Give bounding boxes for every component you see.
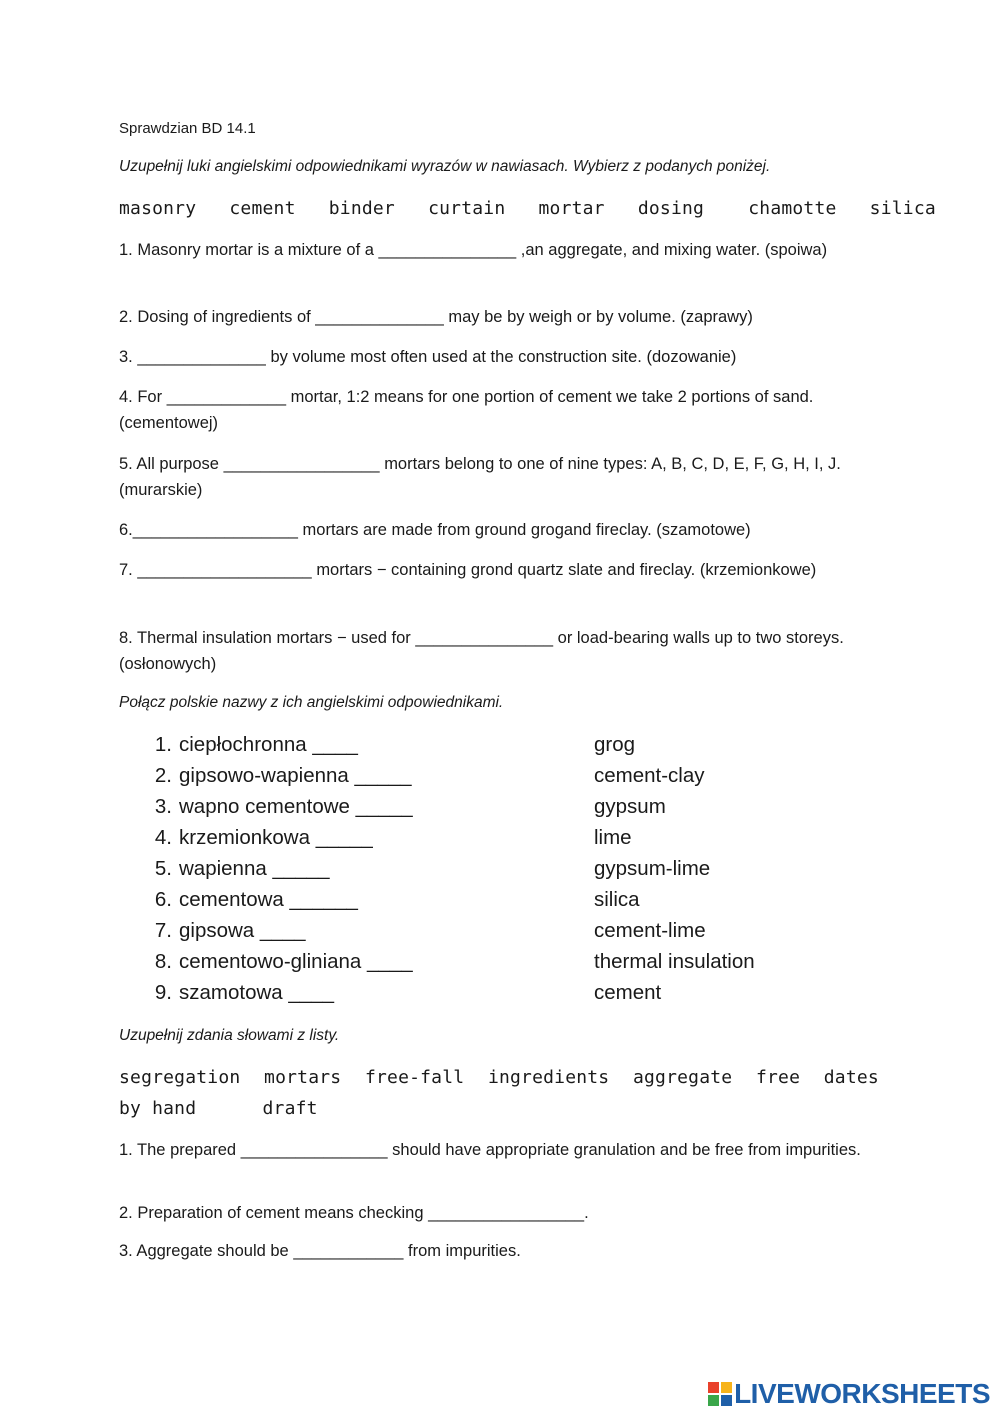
- answer-gap[interactable]: _________________: [223, 455, 380, 473]
- row-number: 3.: [154, 795, 172, 818]
- liveworksheets-logo[interactable]: [708, 1378, 990, 1410]
- question-text: or load-bearing walls up to two storeys. (osłonowych): [119, 629, 844, 673]
- logo-text: LIVEWORKSHEETS: [734, 1378, 990, 1409]
- row-number: 2.: [154, 764, 172, 787]
- row-number: 5.: [154, 857, 172, 880]
- word-bank-item: masonry: [119, 198, 197, 219]
- answer-gap[interactable]: ______________: [315, 308, 444, 326]
- question: [119, 304, 889, 330]
- question: [119, 1137, 889, 1163]
- question-text: from impurities.: [408, 1242, 521, 1260]
- english-term: gypsum: [594, 795, 666, 818]
- row-number: 7.: [154, 919, 172, 942]
- question-text: 7.: [119, 561, 133, 579]
- page-title: Sprawdzian BD 14.1: [119, 120, 256, 137]
- answer-gap[interactable]: ___________________: [137, 561, 312, 579]
- matching-row: [148, 919, 908, 950]
- question: [119, 557, 889, 583]
- polish-term[interactable]: cementowo-gliniana ____: [179, 950, 413, 973]
- matching-row: [148, 981, 908, 1012]
- question: [119, 384, 889, 436]
- row-number: 1.: [154, 733, 172, 756]
- question-text: by volume most often used at the construction site. (dozowanie): [270, 348, 737, 366]
- question: [119, 344, 889, 370]
- word-bank-item: cement: [229, 198, 296, 219]
- word-bank-item: dosing: [637, 198, 705, 219]
- answer-gap[interactable]: ______________: [137, 348, 266, 366]
- word-bank-item: free: [755, 1067, 801, 1088]
- question-text: 1. Masonry mortar is a mixture of a: [119, 241, 374, 259]
- question-text: 2. Preparation of cement means checking: [119, 1204, 424, 1222]
- question-text: should have appropriate granulation and be free from impurities.: [392, 1141, 861, 1159]
- matching-row: [148, 826, 908, 857]
- polish-term[interactable]: wapienna _____: [179, 857, 330, 880]
- polish-term[interactable]: ciepłochronna ____: [179, 733, 358, 756]
- english-term: thermal insulation: [594, 950, 755, 973]
- polish-term[interactable]: cementowa ______: [179, 888, 358, 911]
- question: [119, 1238, 889, 1264]
- word-bank-item: silica: [869, 198, 936, 219]
- section3-word-bank-line2: [119, 1098, 318, 1119]
- word-bank-item: aggregate: [632, 1067, 733, 1088]
- question-text: 5. All purpose: [119, 455, 219, 473]
- question-text: 2. Dosing of ingredients of: [119, 308, 311, 326]
- english-term: lime: [594, 826, 632, 849]
- question-text: mortars − containing grond quartz slate and fireclay. (krzemionkowe): [316, 561, 817, 579]
- question: [119, 237, 889, 263]
- word-bank-item: mortar: [538, 198, 605, 219]
- question: [119, 517, 889, 543]
- english-term: silica: [594, 888, 640, 911]
- section3-word-bank-line1: [119, 1067, 879, 1088]
- word-bank-item: chamotte: [748, 198, 837, 219]
- matching-row: [148, 795, 908, 826]
- word-bank-item: curtain: [428, 198, 506, 219]
- section3-instruction: Uzupełnij zdania słowami z listy.: [119, 1027, 340, 1044]
- word-bank-item: mortars: [264, 1067, 342, 1088]
- question: [119, 1200, 889, 1226]
- word-bank-item: free-fall: [364, 1067, 465, 1088]
- english-term: grog: [594, 733, 636, 756]
- matching-row: [148, 857, 908, 888]
- answer-gap[interactable]: ________________: [240, 1141, 388, 1159]
- matching-row: [148, 888, 908, 919]
- question-text: 8. Thermal insulation mortars − used for: [119, 629, 411, 647]
- question-text: mortars belong to one of nine types: A, B, C, D, E, F, G, H, I, J. (murarskie): [119, 455, 841, 499]
- word-bank-item: binder: [328, 198, 395, 219]
- question-text: 1. The prepared: [119, 1141, 237, 1159]
- question-text: 6.: [119, 521, 133, 539]
- section1-word-bank: [119, 198, 936, 219]
- question: [119, 625, 889, 677]
- word-bank-item: dates: [823, 1067, 879, 1088]
- section2-instruction: Połącz polskie nazwy z ich angielskimi odpowiednikami.: [119, 694, 504, 711]
- question-text: .: [584, 1204, 589, 1222]
- polish-term[interactable]: krzemionkowa _____: [179, 826, 373, 849]
- question-text: 4. For: [119, 388, 163, 406]
- polish-term[interactable]: gipsowa ____: [179, 919, 306, 942]
- row-number: 8.: [154, 950, 172, 973]
- question-text: mortar, 1:2 means for one portion of cement we take 2 portions of sand. (cementowej): [119, 388, 814, 432]
- answer-gap[interactable]: _____________: [166, 388, 286, 406]
- matching-row: [148, 764, 908, 795]
- answer-gap[interactable]: ____________: [293, 1242, 404, 1260]
- polish-term[interactable]: szamotowa ____: [179, 981, 334, 1004]
- word-bank-item: segregation: [119, 1067, 241, 1088]
- english-term: gypsum-lime: [594, 857, 711, 880]
- matching-row: [148, 950, 908, 981]
- logo-squares-icon: [708, 1382, 732, 1406]
- answer-gap[interactable]: _______________: [415, 629, 554, 647]
- question-text: may be by weigh or by volume. (zaprawy): [448, 308, 753, 326]
- answer-gap[interactable]: _______________: [378, 241, 517, 259]
- answer-gap[interactable]: _________________: [428, 1204, 585, 1222]
- question-text: ,an aggregate, and mixing water. (spoiwa): [520, 241, 828, 259]
- question-text: mortars are made from ground grogand fireclay. (szamotowe): [302, 521, 751, 539]
- word-bank-item: draft: [262, 1098, 318, 1119]
- row-number: 9.: [154, 981, 172, 1004]
- question-text: 3.: [119, 348, 133, 366]
- row-number: 6.: [154, 888, 172, 911]
- english-term: cement: [594, 981, 662, 1004]
- question: [119, 451, 889, 503]
- word-bank-item: by hand: [119, 1098, 197, 1119]
- word-bank-item: ingredients: [487, 1067, 610, 1088]
- english-term: cement-clay: [594, 764, 705, 787]
- section1-instruction: Uzupełnij luki angielskimi odpowiednikami wyrazów w nawiasach. Wybierz z podanych poniżej.: [119, 158, 771, 175]
- polish-term[interactable]: gipsowo-wapienna _____: [179, 764, 412, 787]
- question-text: 3. Aggregate should be: [119, 1242, 289, 1260]
- english-term: cement-lime: [594, 919, 706, 942]
- answer-gap[interactable]: __________________: [132, 521, 298, 539]
- polish-term[interactable]: wapno cementowe _____: [179, 795, 413, 818]
- matching-row: [148, 733, 908, 764]
- row-number: 4.: [154, 826, 172, 849]
